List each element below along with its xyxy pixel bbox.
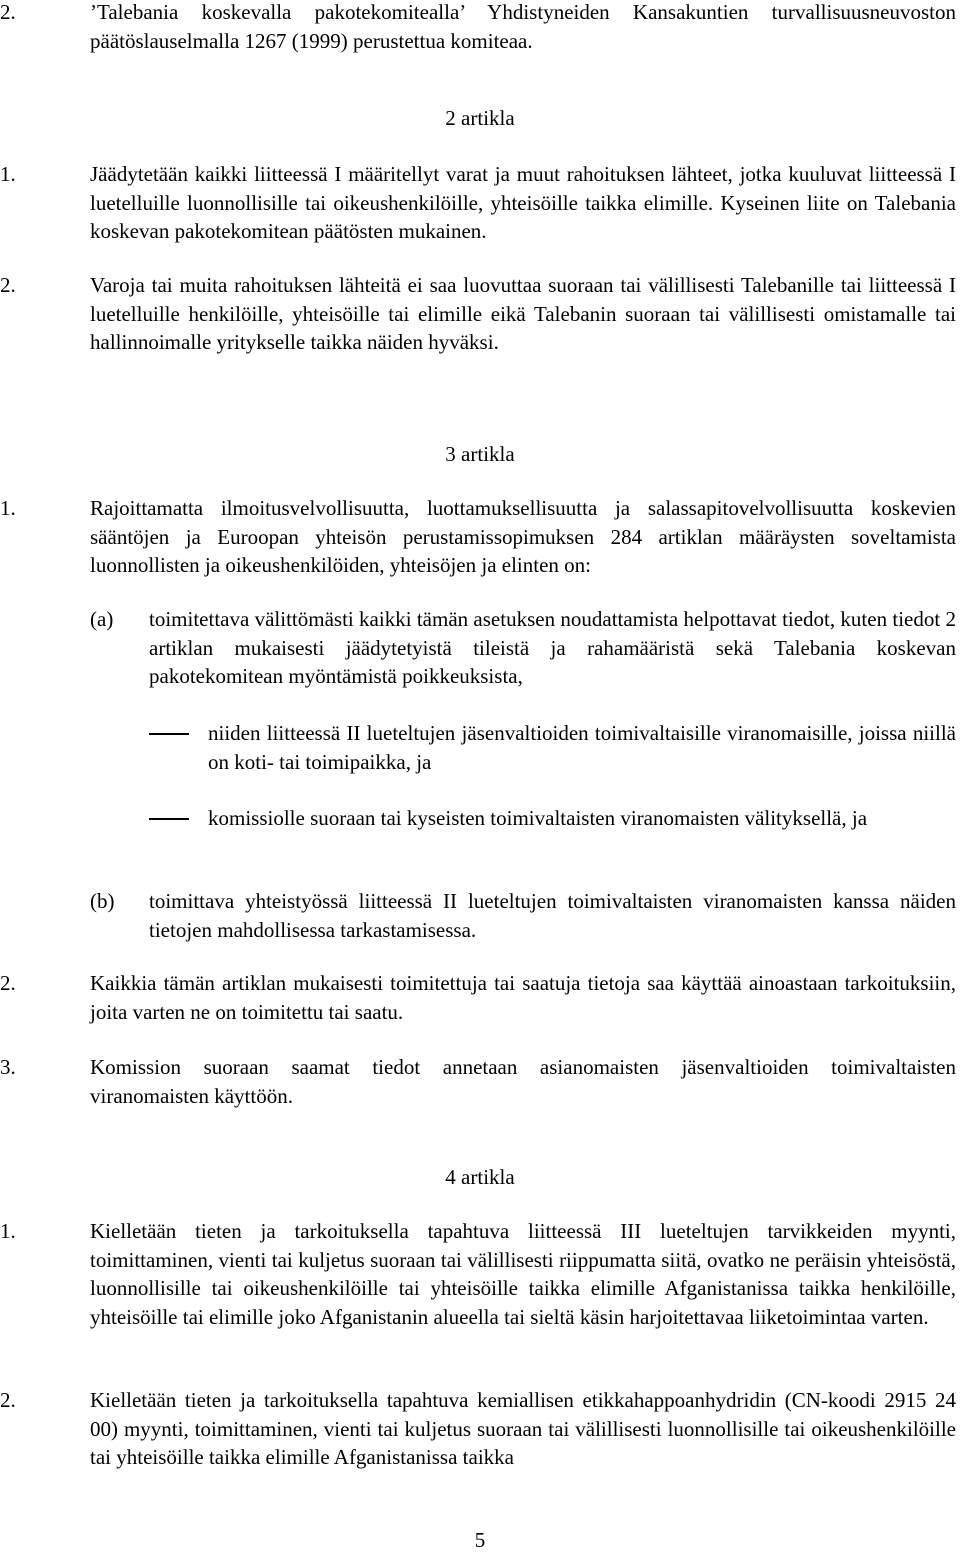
paragraph-number: 1. [0,496,16,520]
paragraph-text: ’Talebania koskevalla pakotekomitealla’ Yhdistyneiden Kansakuntien turvallisuusneuvoston päätöslauselmalla 1267 (1999) perustettua komiteaa. [90,0,956,53]
paragraph-text: Varoja tai muita rahoituksen lähteitä ei saa luovuttaa suoraan tai välillisesti Talebanille tai liitteessä I luetelluille henkilöille, yhteisöille tai elimille eikä Talebanin suoraan tai välillisesti omistamalle tai hallinnoimalle yritykselle taikka näiden hyväksi. [90,273,956,354]
item-text: toimitettava välittömästi kaikki tämän asetuksen noudattamista helpottavat tiedot, kuten tiedot 2 artiklan mukaisesti jäädytetyistä tileistä ja rahamääristä sekä Talebania koskevan pakotekomitean myöntämistä poikkeuksista, [149,607,956,688]
paragraph-text: Kaikkia tämän artiklan mukaisesti toimitettuja tai saatuja tietoja saa käyttää ainoastaan tarkoituksiin, joita varten ne on toimitettu tai saatu. [90,971,956,1024]
paragraph-number: 2. [0,1388,16,1412]
paragraph-text: Rajoittamatta ilmoitusvelvollisuutta, luottamuksellisuutta ja salassapitovelvollisuutta koskevien sääntöjen ja Euroopan yhteisön perustamissopimuksen 284 artiklan määräysten soveltamista luonnollisten ja oikeushenkilöiden, yhteisöjen ja elinten on: [90,496,956,577]
paragraph-number: 1. [0,162,16,186]
paragraph-number: 3. [0,1055,16,1079]
paragraph-text: Komission suoraan saamat tiedot annetaan asianomaisten jäsenvaltioiden toimivaltaisten viranomaisten käyttöön. [90,1055,956,1108]
article-heading: 4 artikla [445,1165,515,1189]
paragraph-text: Kielletään tieten ja tarkoituksella tapahtuva liitteessä III lueteltujen tarvikkeiden myynti, toimittaminen, vienti tai kuljetus suoraan tai välillisesti riippumatta siitä, ovatko ne peräisin yhteisöstä, luonnollisille tai oikeushenkilöille tai yhteisöille taikka elimille Afganistanissa taikka henkilöille, yhteisöille tai elimille joko Afganistanin alueella tai sieltä käsin harjoitettavaa liiketoimintaa varten. [90,1219,956,1329]
item-label: (a) [90,607,114,631]
paragraph-text: Jäädytetään kaikki liitteessä I määritellyt varat ja muut rahoituksen lähteet, jotka kuuluvat liitteessä I luetelluille luonnollisille tai oikeushenkilöille, yhteisöille taikka elimille. Kyseinen liite on Talebania koskevan pakotekomitean päätösten mukainen. [90,162,956,243]
dash-bullet [149,733,189,735]
paragraph-number: 2. [0,971,16,995]
paragraph-number: 1. [0,1219,16,1243]
article-heading: 2 artikla [445,106,515,130]
page-number: 5 [474,1528,486,1552]
dash-bullet [149,818,189,820]
paragraph-number: 2. [0,0,16,24]
paragraph-text: Kielletään tieten ja tarkoituksella tapahtuva kemiallisen etikkahappoanhydridin (CN-koodi 2915 24 00) myynti, toimittaminen, vienti tai kuljetus suoraan tai välillisesti luonnollisille tai oikeushenkilöille tai yhteisöille taikka elimille Afganistanissa taikka [90,1388,956,1469]
dash-item-text: niiden liitteessä II lueteltujen jäsenvaltioiden toimivaltaisille viranomaisille, joissa niillä on koti- tai toimipaikka, ja [208,721,956,774]
item-label: (b) [90,889,115,913]
item-text: toimittava yhteistyössä liitteessä II lueteltujen toimivaltaisten viranomaisten kanssa näiden tietojen mahdollisessa tarkastamisessa. [149,889,956,942]
dash-item-text: komissiolle suoraan tai kyseisten toimivaltaisten viranomaisten välityksellä, ja [208,806,868,830]
article-heading: 3 artikla [445,442,515,466]
paragraph-number: 2. [0,273,16,297]
